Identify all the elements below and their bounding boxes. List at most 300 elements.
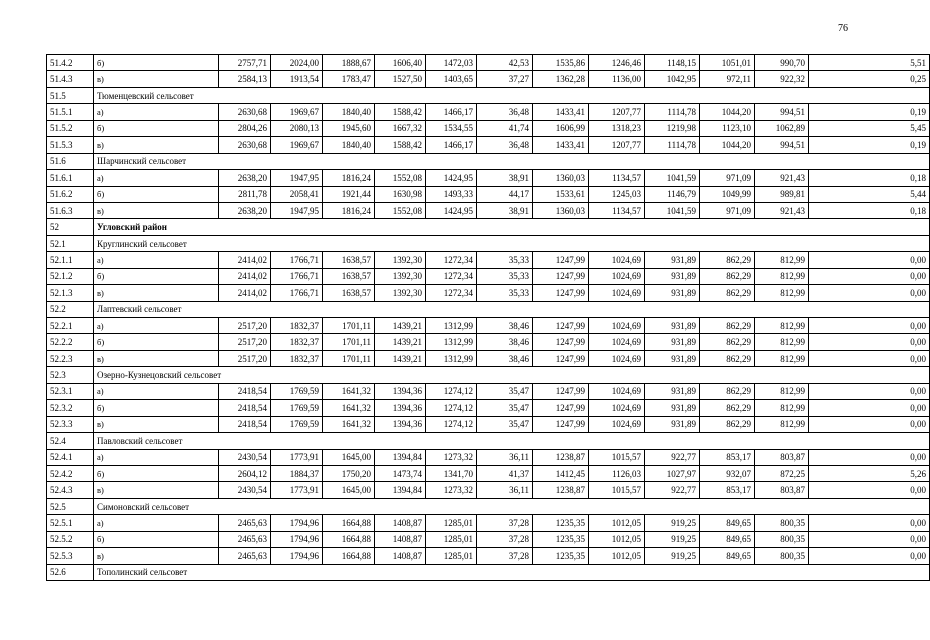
value-cell: 1606,99 (533, 120, 589, 136)
value-cell: 1392,30 (375, 252, 426, 268)
value-cell: 1312,99 (426, 318, 477, 334)
value-cell: 1247,99 (533, 318, 589, 334)
value-cell: 1439,21 (375, 318, 426, 334)
value-cell: 862,29 (700, 318, 755, 334)
row-code: 51.4.3 (47, 71, 94, 87)
value-cell: 0,18 (809, 202, 930, 218)
value-cell: 1024,69 (589, 285, 645, 301)
value-cell: 1921,44 (323, 186, 375, 202)
value-cell: 1832,37 (271, 350, 323, 366)
value-cell: 1969,67 (271, 104, 323, 120)
value-cell: 1534,55 (426, 120, 477, 136)
value-cell: 2414,02 (219, 268, 271, 284)
value-cell: 0,00 (809, 268, 930, 284)
value-cell: 1219,98 (645, 120, 700, 136)
value-cell: 1012,05 (589, 515, 645, 531)
value-cell: 931,89 (645, 350, 700, 366)
value-cell: 2024,00 (271, 55, 323, 71)
value-cell: 1701,11 (323, 334, 375, 350)
value-cell: 2058,41 (271, 186, 323, 202)
table-row (47, 482, 930, 498)
row-code: 52.3.3 (47, 416, 94, 432)
value-cell: 1433,41 (533, 104, 589, 120)
table-row (47, 137, 930, 153)
value-cell: 35,33 (477, 268, 533, 284)
value-cell: 1114,78 (645, 137, 700, 153)
value-cell: 1645,00 (323, 482, 375, 498)
row-code: 52.5.2 (47, 531, 94, 547)
value-cell: 849,65 (700, 515, 755, 531)
section-header-row (47, 433, 930, 449)
table-row (47, 268, 930, 284)
value-cell: 971,09 (700, 202, 755, 218)
value-cell: 990,70 (755, 55, 809, 71)
row-code: 52.5.1 (47, 515, 94, 531)
value-cell: 0,00 (809, 531, 930, 547)
row-code: 52 (47, 219, 94, 235)
table-row (47, 416, 930, 432)
row-code: 52.5.3 (47, 548, 94, 564)
value-cell: 35,47 (477, 416, 533, 432)
value-cell: 1285,01 (426, 531, 477, 547)
value-cell: 1466,17 (426, 104, 477, 120)
value-cell: 1439,21 (375, 350, 426, 366)
value-cell: 1247,99 (533, 285, 589, 301)
value-cell: 1049,99 (700, 186, 755, 202)
value-cell: 1766,71 (271, 268, 323, 284)
value-cell: 1126,03 (589, 465, 645, 481)
row-subitem: в) (94, 482, 219, 498)
value-cell: 1362,28 (533, 71, 589, 87)
value-cell: 1888,67 (323, 55, 375, 71)
table-row (47, 548, 930, 564)
value-cell: 37,28 (477, 531, 533, 547)
value-cell: 1235,35 (533, 531, 589, 547)
value-cell: 1794,96 (271, 531, 323, 547)
value-cell: 1750,20 (323, 465, 375, 481)
value-cell: 812,99 (755, 334, 809, 350)
value-cell: 1769,59 (271, 383, 323, 399)
value-cell: 1424,95 (426, 202, 477, 218)
value-cell: 2638,20 (219, 170, 271, 186)
value-cell: 2804,26 (219, 120, 271, 136)
value-cell: 38,46 (477, 350, 533, 366)
row-subitem: в) (94, 416, 219, 432)
value-cell: 1408,87 (375, 548, 426, 564)
value-cell: 5,44 (809, 186, 930, 202)
value-cell: 1285,01 (426, 548, 477, 564)
value-cell: 1412,45 (533, 465, 589, 481)
settlement-name: Павловский сельсовет (94, 433, 930, 449)
section-header-row (47, 153, 930, 169)
value-cell: 1769,59 (271, 416, 323, 432)
settlement-name: Круглинский сельсовет (94, 235, 930, 251)
value-cell: 2418,54 (219, 416, 271, 432)
value-cell: 812,99 (755, 416, 809, 432)
value-cell: 1247,99 (533, 252, 589, 268)
value-cell: 38,91 (477, 170, 533, 186)
district-header-row (47, 219, 930, 235)
value-cell: 5,45 (809, 120, 930, 136)
value-cell: 2430,54 (219, 482, 271, 498)
row-subitem: а) (94, 252, 219, 268)
value-cell: 1664,88 (323, 515, 375, 531)
value-cell: 1533,61 (533, 186, 589, 202)
section-header-row (47, 564, 930, 580)
value-cell: 1238,87 (533, 449, 589, 465)
row-subitem: б) (94, 55, 219, 71)
value-cell: 1015,57 (589, 449, 645, 465)
value-cell: 931,89 (645, 416, 700, 432)
value-cell: 1272,34 (426, 285, 477, 301)
table-row (47, 383, 930, 399)
value-cell: 1664,88 (323, 548, 375, 564)
value-cell: 1641,32 (323, 400, 375, 416)
value-cell: 0,18 (809, 170, 930, 186)
row-code: 52.2.1 (47, 318, 94, 334)
table-row (47, 104, 930, 120)
value-cell: 0,00 (809, 400, 930, 416)
value-cell: 922,77 (645, 449, 700, 465)
value-cell: 35,33 (477, 252, 533, 268)
table-row (47, 55, 930, 71)
value-cell: 35,47 (477, 383, 533, 399)
value-cell: 1238,87 (533, 482, 589, 498)
value-cell: 862,29 (700, 416, 755, 432)
value-cell: 931,89 (645, 318, 700, 334)
value-cell: 1794,96 (271, 548, 323, 564)
value-cell: 41,37 (477, 465, 533, 481)
row-code: 52.5 (47, 498, 94, 514)
row-subitem: б) (94, 400, 219, 416)
value-cell: 989,81 (755, 186, 809, 202)
value-cell: 921,43 (755, 202, 809, 218)
value-cell: 36,48 (477, 104, 533, 120)
value-cell: 1947,95 (271, 202, 323, 218)
value-cell: 803,87 (755, 449, 809, 465)
value-cell: 2638,20 (219, 202, 271, 218)
value-cell: 1913,54 (271, 71, 323, 87)
value-cell: 1024,69 (589, 416, 645, 432)
value-cell: 5,51 (809, 55, 930, 71)
district-name: Угловский район (94, 219, 930, 235)
value-cell: 1638,57 (323, 285, 375, 301)
row-code: 52.1 (47, 235, 94, 251)
value-cell: 2584,13 (219, 71, 271, 87)
row-subitem: в) (94, 137, 219, 153)
value-cell: 0,00 (809, 482, 930, 498)
row-code: 52.1.3 (47, 285, 94, 301)
value-cell: 1235,35 (533, 548, 589, 564)
value-cell: 849,65 (700, 531, 755, 547)
row-code: 51.6 (47, 153, 94, 169)
value-cell: 853,17 (700, 449, 755, 465)
value-cell: 0,00 (809, 318, 930, 334)
value-cell: 2465,63 (219, 531, 271, 547)
value-cell: 862,29 (700, 268, 755, 284)
row-code: 52.3.1 (47, 383, 94, 399)
value-cell: 1394,36 (375, 383, 426, 399)
value-cell: 931,89 (645, 285, 700, 301)
value-cell: 1134,57 (589, 170, 645, 186)
row-subitem: б) (94, 268, 219, 284)
value-cell: 862,29 (700, 350, 755, 366)
value-cell: 1840,40 (323, 104, 375, 120)
value-cell: 1024,69 (589, 383, 645, 399)
value-cell: 1466,17 (426, 137, 477, 153)
value-cell: 36,11 (477, 482, 533, 498)
row-code: 52.4.3 (47, 482, 94, 498)
value-cell: 0,19 (809, 104, 930, 120)
value-cell: 919,25 (645, 515, 700, 531)
row-subitem: б) (94, 186, 219, 202)
value-cell: 1947,95 (271, 170, 323, 186)
row-subitem: в) (94, 202, 219, 218)
value-cell: 1641,32 (323, 416, 375, 432)
row-code: 52.1.1 (47, 252, 94, 268)
row-subitem: б) (94, 531, 219, 547)
table-row (47, 71, 930, 87)
value-cell: 862,29 (700, 285, 755, 301)
value-cell: 1816,24 (323, 170, 375, 186)
value-cell: 1766,71 (271, 252, 323, 268)
value-cell: 0,00 (809, 252, 930, 268)
section-header-row (47, 87, 930, 103)
table-row (47, 120, 930, 136)
value-cell: 1664,88 (323, 531, 375, 547)
value-cell: 1439,21 (375, 334, 426, 350)
value-cell: 1246,46 (589, 55, 645, 71)
value-cell: 862,29 (700, 252, 755, 268)
value-cell: 0,00 (809, 383, 930, 399)
row-code: 51.5.1 (47, 104, 94, 120)
section-header-row (47, 498, 930, 514)
value-cell: 972,11 (700, 71, 755, 87)
value-cell: 2517,20 (219, 318, 271, 334)
value-cell: 0,00 (809, 334, 930, 350)
value-cell: 2418,54 (219, 383, 271, 399)
value-cell: 2465,63 (219, 515, 271, 531)
value-cell: 2414,02 (219, 285, 271, 301)
table-row (47, 170, 930, 186)
value-cell: 1114,78 (645, 104, 700, 120)
value-cell: 1024,69 (589, 400, 645, 416)
value-cell: 812,99 (755, 268, 809, 284)
value-cell: 971,09 (700, 170, 755, 186)
value-cell: 812,99 (755, 285, 809, 301)
value-cell: 1207,77 (589, 104, 645, 120)
value-cell: 1207,77 (589, 137, 645, 153)
value-cell: 1312,99 (426, 350, 477, 366)
row-code: 51.6.3 (47, 202, 94, 218)
value-cell: 2757,71 (219, 55, 271, 71)
value-cell: 1024,69 (589, 334, 645, 350)
tariff-table (46, 54, 930, 581)
value-cell: 800,35 (755, 548, 809, 564)
value-cell: 0,19 (809, 137, 930, 153)
value-cell: 1701,11 (323, 350, 375, 366)
value-cell: 862,29 (700, 334, 755, 350)
value-cell: 1403,65 (426, 71, 477, 87)
value-cell: 931,89 (645, 383, 700, 399)
value-cell: 1773,91 (271, 482, 323, 498)
value-cell: 800,35 (755, 515, 809, 531)
value-cell: 1535,86 (533, 55, 589, 71)
value-cell: 1062,89 (755, 120, 809, 136)
value-cell: 1148,15 (645, 55, 700, 71)
value-cell: 1245,03 (589, 186, 645, 202)
value-cell: 1123,10 (700, 120, 755, 136)
value-cell: 1606,40 (375, 55, 426, 71)
value-cell: 38,91 (477, 202, 533, 218)
value-cell: 1042,95 (645, 71, 700, 87)
value-cell: 38,46 (477, 318, 533, 334)
value-cell: 0,00 (809, 350, 930, 366)
value-cell: 42,53 (477, 55, 533, 71)
value-cell: 1945,60 (323, 120, 375, 136)
value-cell: 2630,68 (219, 137, 271, 153)
value-cell: 36,48 (477, 137, 533, 153)
value-cell: 1392,30 (375, 268, 426, 284)
row-code: 51.6.2 (47, 186, 94, 202)
value-cell: 1588,42 (375, 104, 426, 120)
value-cell: 2630,68 (219, 104, 271, 120)
value-cell: 1701,11 (323, 318, 375, 334)
value-cell: 2414,02 (219, 252, 271, 268)
row-subitem: в) (94, 350, 219, 366)
value-cell: 2604,12 (219, 465, 271, 481)
value-cell: 812,99 (755, 252, 809, 268)
value-cell: 1272,34 (426, 252, 477, 268)
value-cell: 931,89 (645, 252, 700, 268)
value-cell: 1360,03 (533, 202, 589, 218)
value-cell: 1433,41 (533, 137, 589, 153)
row-subitem: а) (94, 318, 219, 334)
value-cell: 1012,05 (589, 548, 645, 564)
table-row (47, 515, 930, 531)
value-cell: 0,00 (809, 548, 930, 564)
value-cell: 1024,69 (589, 350, 645, 366)
value-cell: 1394,36 (375, 416, 426, 432)
value-cell: 37,28 (477, 515, 533, 531)
section-header-row (47, 235, 930, 251)
value-cell: 1394,84 (375, 482, 426, 498)
value-cell: 800,35 (755, 531, 809, 547)
table-row (47, 350, 930, 366)
value-cell: 1552,08 (375, 170, 426, 186)
row-subitem: б) (94, 120, 219, 136)
value-cell: 931,89 (645, 268, 700, 284)
value-cell: 1274,12 (426, 383, 477, 399)
value-cell: 812,99 (755, 383, 809, 399)
value-cell: 35,33 (477, 285, 533, 301)
value-cell: 1783,47 (323, 71, 375, 87)
value-cell: 1051,01 (700, 55, 755, 71)
row-code: 52.4.2 (47, 465, 94, 481)
row-code: 52.2 (47, 301, 94, 317)
value-cell: 5,26 (809, 465, 930, 481)
value-cell: 2430,54 (219, 449, 271, 465)
value-cell: 922,32 (755, 71, 809, 87)
value-cell: 2517,20 (219, 350, 271, 366)
value-cell: 1360,03 (533, 170, 589, 186)
value-cell: 1638,57 (323, 268, 375, 284)
row-subitem: а) (94, 449, 219, 465)
table-row (47, 334, 930, 350)
page-number: 76 (838, 23, 848, 34)
value-cell: 1588,42 (375, 137, 426, 153)
value-cell: 1493,33 (426, 186, 477, 202)
value-cell: 1638,57 (323, 252, 375, 268)
table-row (47, 465, 930, 481)
table-row (47, 318, 930, 334)
value-cell: 2811,78 (219, 186, 271, 202)
value-cell: 1969,67 (271, 137, 323, 153)
value-cell: 0,25 (809, 71, 930, 87)
value-cell: 1312,99 (426, 334, 477, 350)
settlement-name: Тюменцевский сельсовет (94, 87, 930, 103)
value-cell: 1012,05 (589, 531, 645, 547)
value-cell: 1285,01 (426, 515, 477, 531)
value-cell: 1773,91 (271, 449, 323, 465)
value-cell: 1273,32 (426, 449, 477, 465)
table-row (47, 186, 930, 202)
value-cell: 931,89 (645, 400, 700, 416)
value-cell: 812,99 (755, 318, 809, 334)
value-cell: 1766,71 (271, 285, 323, 301)
value-cell: 1024,69 (589, 252, 645, 268)
value-cell: 922,77 (645, 482, 700, 498)
row-code: 52.6 (47, 564, 94, 580)
value-cell: 1024,69 (589, 268, 645, 284)
row-code: 51.4.2 (47, 55, 94, 71)
value-cell: 1473,74 (375, 465, 426, 481)
value-cell: 1394,36 (375, 400, 426, 416)
value-cell: 1247,99 (533, 416, 589, 432)
value-cell: 932,07 (700, 465, 755, 481)
value-cell: 1667,32 (375, 120, 426, 136)
row-subitem: а) (94, 170, 219, 186)
value-cell: 1247,99 (533, 383, 589, 399)
value-cell: 1247,99 (533, 268, 589, 284)
value-cell: 872,25 (755, 465, 809, 481)
value-cell: 1884,37 (271, 465, 323, 481)
row-subitem: б) (94, 465, 219, 481)
table-row (47, 285, 930, 301)
row-subitem: в) (94, 548, 219, 564)
row-code: 52.2.3 (47, 350, 94, 366)
row-subitem: а) (94, 383, 219, 399)
value-cell: 1630,98 (375, 186, 426, 202)
value-cell: 1840,40 (323, 137, 375, 153)
table-row (47, 252, 930, 268)
value-cell: 1274,12 (426, 416, 477, 432)
value-cell: 1273,32 (426, 482, 477, 498)
row-code: 52.2.2 (47, 334, 94, 350)
value-cell: 921,43 (755, 170, 809, 186)
value-cell: 1424,95 (426, 170, 477, 186)
value-cell: 812,99 (755, 400, 809, 416)
row-code: 52.4.1 (47, 449, 94, 465)
value-cell: 0,00 (809, 449, 930, 465)
table-body (47, 55, 930, 581)
value-cell: 2418,54 (219, 400, 271, 416)
row-code: 51.6.1 (47, 170, 94, 186)
value-cell: 1024,69 (589, 318, 645, 334)
row-code: 52.3.2 (47, 400, 94, 416)
value-cell: 1794,96 (271, 515, 323, 531)
row-code: 52.1.2 (47, 268, 94, 284)
